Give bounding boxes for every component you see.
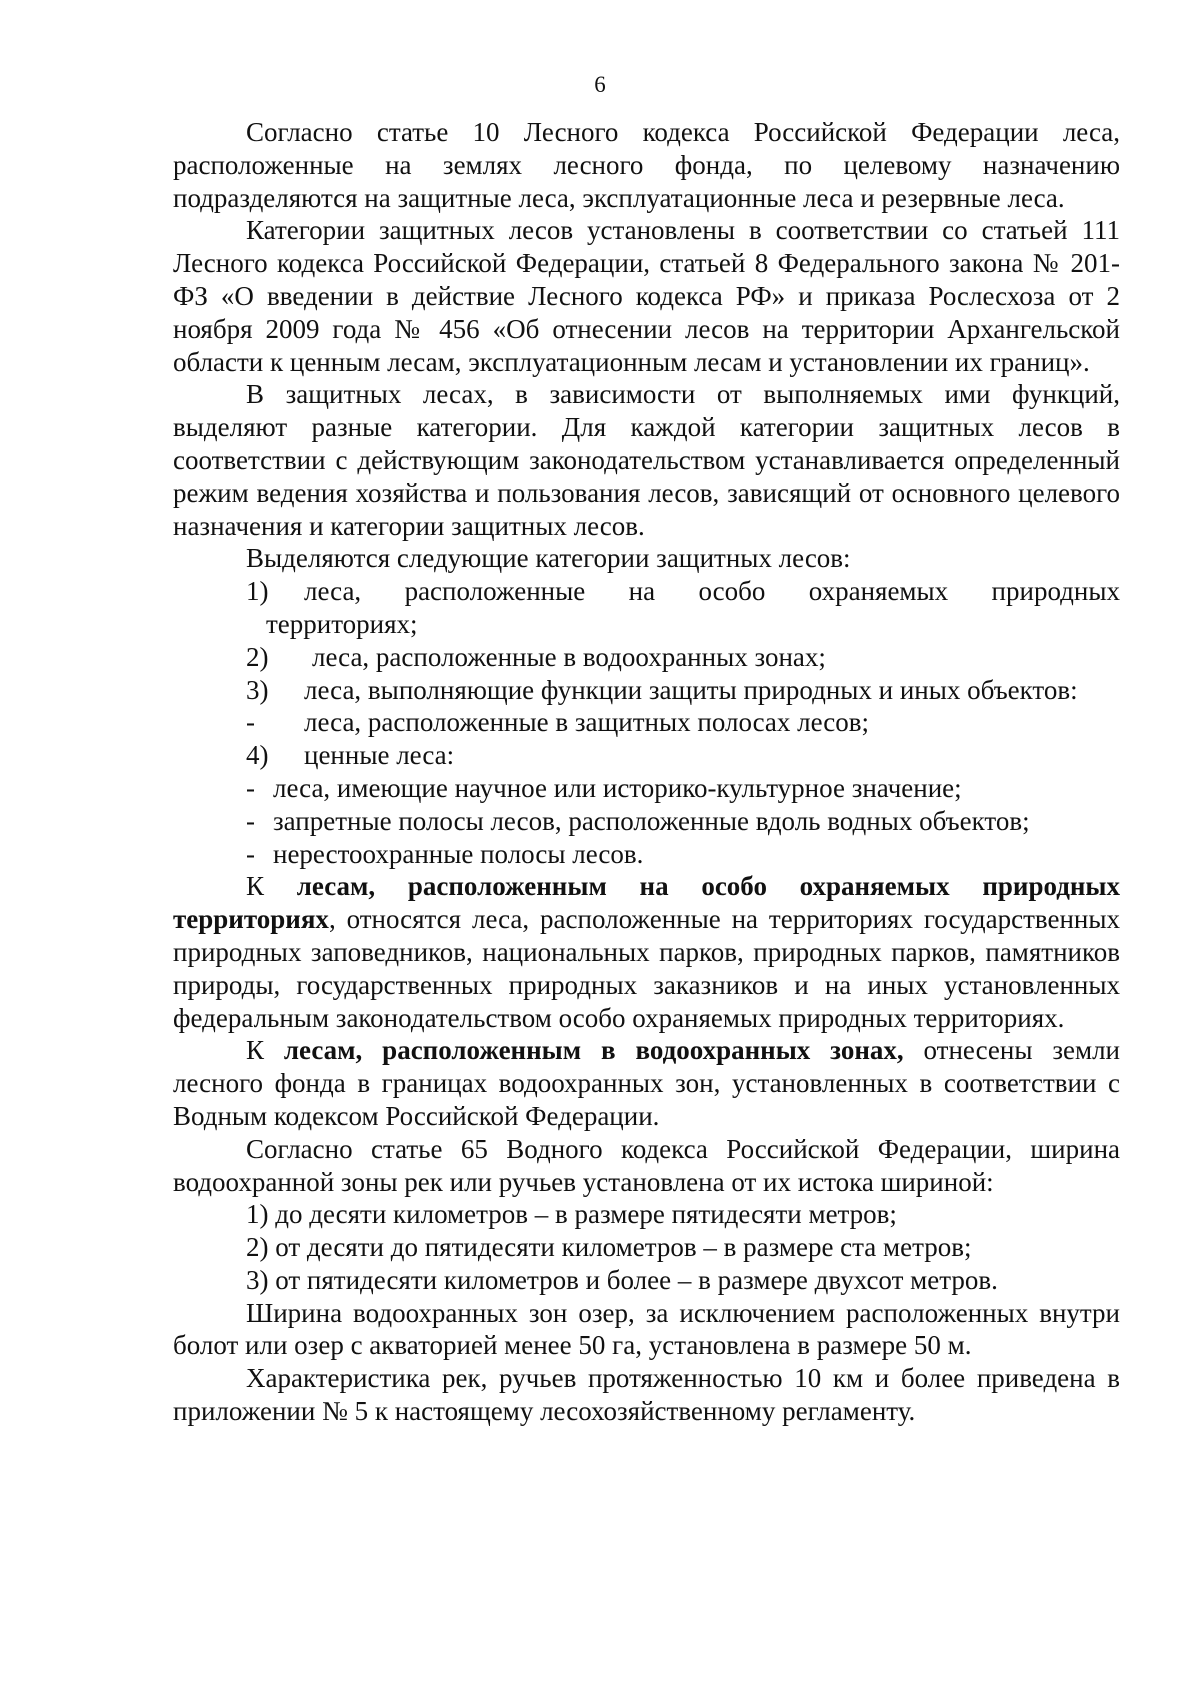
list-item-text: леса, расположенные на особо охраняемых природных: [304, 576, 1120, 607]
list-marker: 1): [246, 576, 269, 607]
list-item-text: леса, выполняющие функции защиты природных и иных объектов:: [304, 674, 1078, 705]
paragraph: Согласно статье 65 Водного кодекса Российской Федерации, ширина водоохранной зоны рек или ручьев установлена от их истока шириной:: [173, 1133, 1120, 1197]
list-item: 1) до десяти километров – в размере пятидесяти метров;: [246, 1199, 897, 1230]
paragraph: В защитных лесах, в зависимости от выполняемых ими функций, выделяют разные категории. Для каждой категории защитных лесов в соответствии с действующим законодательством устанавливается определенный режим ведения хозяйства и пользования лесов, зависящий от основного целевого назначения и категории защитных лесов.: [173, 379, 1120, 541]
paragraph: Ширина водоохранных зон озер, за исключением расположенных внутри болот или озер с акваторией менее 50 га, установлена в размере 50 м.: [173, 1297, 1120, 1361]
list-item: [173, 674, 1120, 707]
list-marker: 2): [246, 641, 269, 672]
list-item: [173, 575, 1120, 641]
paragraph: Выделяются следующие категории защитных лесов:: [246, 543, 851, 574]
document-body: [173, 116, 1120, 1428]
list-item: [173, 641, 1120, 674]
list-item: 3) от пятидесяти километров и более – в размере двухсот метров.: [246, 1264, 998, 1295]
category-list: [173, 575, 1120, 870]
list-item: [173, 805, 1120, 838]
paragraph: Согласно статье 10 Лесного кодекса Российской Федерации леса, расположенные на землях лесного фонда, по целевому назначению подразделяются на защитные леса, эксплуатационные леса и резервные леса.: [173, 117, 1120, 213]
list-marker: 4): [246, 740, 269, 771]
list-item-text: леса, расположенные в водоохранных зонах;: [312, 641, 826, 672]
bold-term: лесам, расположенным на особо охраняемых природных территориях: [173, 871, 1120, 935]
list-item-text: ценные леса:: [304, 740, 455, 771]
paragraph: Категории защитных лесов установлены в соответствии со статьей 111 Лесного кодекса Российской Федерации, статьей 8 Федерального закона № 201-ФЗ «О введении в действие Лесного кодекса РФ» и приказа Рослесхоза от 2 ноября 2009 года № 456 «Об отнесении лесов на территории Архангельской области к ценным лесам, эксплуатационным лесам и установлении их границ».: [173, 215, 1120, 377]
width-list: [173, 1198, 1120, 1296]
list-item: 2) от десяти до пятидесяти километров – в размере ста метров;: [246, 1232, 972, 1263]
list-marker: -: [246, 805, 255, 836]
list-item-text: запретные полосы лесов, расположенные вдоль водных объектов;: [273, 805, 1030, 836]
list-item-text: леса, имеющие научное или историко-культурное значение;: [273, 772, 962, 803]
paragraph-protected-territories: К лесам, расположенным на особо охраняемых природных территориях, относятся леса, расположенные на территориях государственных природных заповедников, национальных парков, природных парков, памятников природы, государственных природных заказников и на иных установленных федеральным законодательством особо охраняемых природных территориях.: [173, 871, 1120, 1033]
list-marker: 3): [246, 674, 269, 705]
list-marker: -: [246, 772, 255, 803]
paragraph: Характеристика рек, ручьев протяженностью 10 км и более приведена в приложении № 5 к настоящему лесохозяйственному регламенту.: [173, 1363, 1120, 1427]
list-marker: -: [246, 838, 255, 869]
page-number: 6: [594, 72, 606, 97]
list-item: [173, 772, 1120, 805]
list-item-text: леса, расположенные в защитных полосах лесов;: [304, 707, 870, 738]
list-item: [173, 739, 1120, 772]
list-item: [173, 706, 1120, 739]
list-item: [173, 838, 1120, 871]
paragraph-water-protection-zones: К лесам, расположенным в водоохранных зонах, отнесены земли лесного фонда в границах водоохранных зон, установленных в соответствии с Водным кодексом Российской Федерации.: [173, 1035, 1120, 1131]
list-item-text: нерестоохранные полосы лесов.: [273, 838, 644, 869]
list-item-continuation: территориях;: [266, 608, 418, 639]
list-marker: -: [246, 707, 255, 738]
bold-term: лесам, расположенным в водоохранных зонах,: [283, 1035, 904, 1066]
